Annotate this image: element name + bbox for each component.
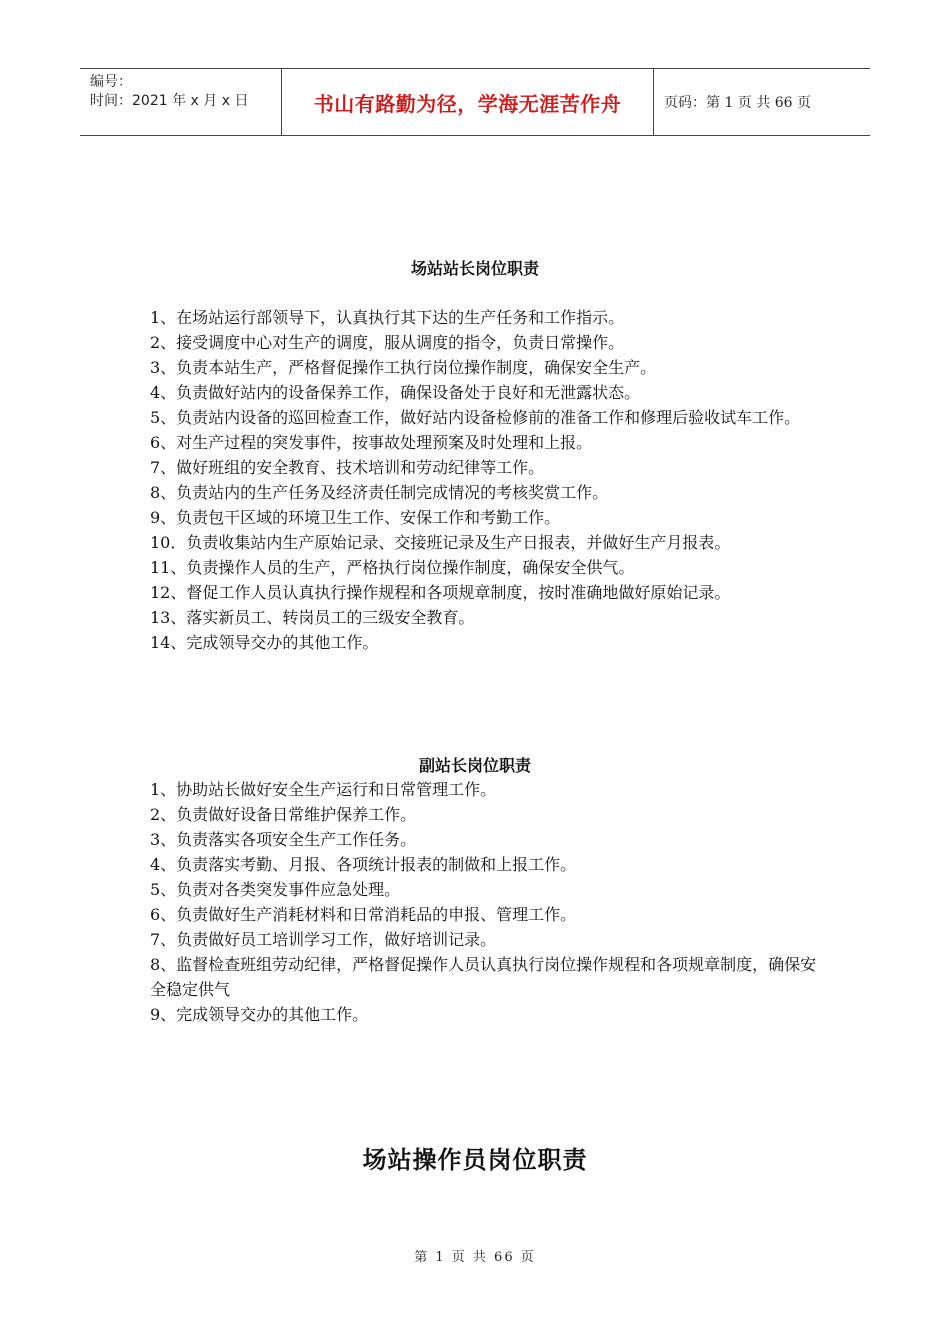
list-item: 2、接受调度中心对生产的调度，服从调度的指令，负责日常操作。 [150, 333, 625, 352]
list-item: 11、负责操作人员的生产，严格执行岗位操作制度，确保安全供气。 [150, 558, 635, 577]
list-item: 7、负责做好员工培训学习工作，做好培训记录。 [150, 930, 497, 949]
list-item: 3、负责落实各项安全生产工作任务。 [150, 830, 417, 849]
list-item: 14、完成领导交办的其他工作。 [150, 633, 379, 652]
section-title-station-operator: 场站操作员岗位职责 [362, 1145, 588, 1174]
list-item: 7、做好班组的安全教育、技术培训和劳动纪律等工作。 [150, 458, 545, 477]
list-item: 12、督促工作人员认真执行操作规程和各项规章制度，按时准确地做好原始记录。 [150, 583, 731, 602]
list-item: 1、协助站长做好安全生产运行和日常管理工作。 [150, 780, 497, 799]
header-motto: 书山有路勤为径，学海无涯苦作舟 [282, 69, 654, 135]
list-item: 10．负责收集站内生产原始记录、交接班记录及生产日报表，并做好生产月报表。 [150, 533, 731, 552]
section-title-station-master: 场站站长岗位职责 [410, 259, 539, 278]
list-item: 6、负责做好生产消耗材料和日常消耗品的申报、管理工作。 [150, 905, 577, 924]
page-header [80, 68, 870, 136]
section-title-deputy-station-master: 副站长岗位职责 [418, 756, 531, 775]
list-item: 8、负责站内的生产任务及经济责任制完成情况的考核奖赏工作。 [150, 483, 609, 502]
document-date: 时间：2021 年 x 月 x 日 [90, 93, 249, 109]
list-item: 2、负责做好设备日常维护保养工作。 [150, 805, 417, 824]
station-master-duties-list [150, 305, 830, 655]
list-item: 8、监督检查班组劳动纪律，严格督促操作人员认真执行岗位操作规程和各项规章制度，确保安全稳定供气 [150, 955, 817, 999]
list-item: 9、负责包干区域的环境卫生工作、安保工作和考勤工作。 [150, 508, 561, 527]
list-item: 9、完成领导交办的其他工作。 [150, 1005, 369, 1024]
header-page-info: 页码：第 1 页 共 66 页 [664, 95, 811, 111]
list-item: 5、负责站内设备的巡回检查工作，做好站内设备检修前的准备工作和修理后验收试车工作。 [150, 408, 801, 427]
list-item: 4、负责落实考勤、月报、各项统计报表的制做和上报工作。 [150, 855, 577, 874]
document-number-label: 编号： [90, 74, 132, 90]
list-item: 3、负责本站生产，严格督促操作工执行岗位操作制度，确保安全生产。 [150, 358, 657, 377]
deputy-duties-list [150, 777, 830, 1027]
list-item: 5、负责对各类突发事件应急处理。 [150, 880, 401, 899]
page-footer: 第 1 页 共 66 页 [414, 1250, 536, 1265]
list-item: 13、落实新员工、转岗员工的三级安全教育。 [150, 608, 475, 627]
list-item: 6、对生产过程的突发事件，按事故处理预案及时处理和上报。 [150, 433, 593, 452]
header-meta [80, 69, 282, 135]
list-item: 4、负责做好站内的设备保养工作，确保设备处于良好和无泄露状态。 [150, 383, 641, 402]
list-item: 1、在场站运行部领导下，认真执行其下达的生产任务和工作指示。 [150, 308, 625, 327]
